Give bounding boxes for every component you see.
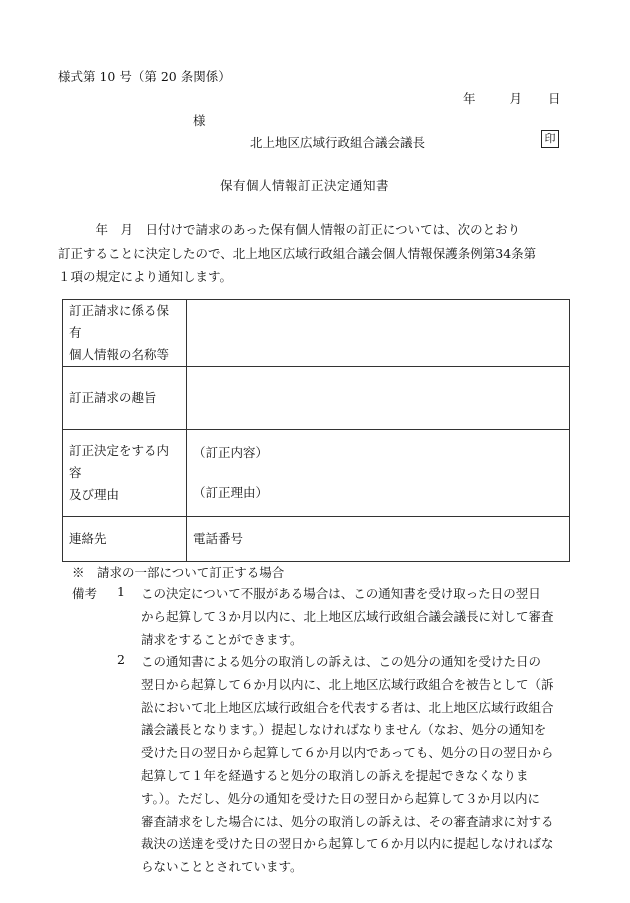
date-year: 年 (463, 91, 476, 106)
remark-item: この通知書による処分の取消しの訴えは、この処分の通知を受けた日の 翌日から起算して６か月以内に、北上地区広域行政組合を被告として（訴 訟において北上地区広域行政組合を代表する者は、北上地区広域行政組合 議会議長となります。）提起しなければなりません（なお、処分の通知を 受けた日の翌日から起算して６か月以内であっても、処分の日の翌日から 起算して１年を経過すると処分の取消しの訴えを提起できなくなりま す。）。ただし、処分の通知を受けた日の翌日から起算して３か月以内に 審査請求をした場合には、処分の取消しの訴えは、その審査請求に対する 裁決の送達を受けた日の翌日から起算して６か月以内に提起しなければな らないこととされています。 (141, 654, 554, 875)
intro-paragraph (58, 218, 576, 289)
row-label: 訂正決定をする内容 及び理由 (63, 430, 187, 517)
correction-reason-label: （訂正理由） (193, 485, 269, 500)
intro-line: １項の規定により通知します。 (58, 269, 233, 284)
row-value (187, 300, 570, 367)
intro-line: 年 月 日付けで請求のあった保有個人情報の訂正については、次のとおり (58, 222, 521, 237)
remark-item: この決定について不服がある場合は、この通知書を受け取った日の翌日 から起算して３か月以内に、北上地区広域行政組合議会議長に対して審査 請求をすることができます。 (141, 586, 554, 647)
partial-correction-note: ※ 請求の一部について訂正する場合 (72, 565, 285, 580)
sender-name: 北上地区広域行政組合議会議長 (250, 135, 426, 150)
remark-number: 1 (117, 584, 125, 599)
row-label: 連絡先 (63, 517, 187, 562)
date-day: 日 (548, 91, 561, 106)
seal-mark: 印 (541, 130, 559, 148)
row-value: 電話番号 (187, 517, 570, 562)
intro-line: 訂正することに決定したので、北上地区広域行政組合議会個人情報保護条例第34条第 (58, 245, 537, 261)
correction-content-label: （訂正内容） (193, 445, 269, 460)
date-month: 月 (509, 91, 523, 106)
table-row (63, 430, 570, 517)
table-row (63, 300, 570, 367)
table-row (63, 517, 570, 562)
row-value (187, 367, 570, 430)
date-line (463, 89, 561, 107)
addressee-suffix: 様 (193, 113, 206, 128)
document-title: 保有個人情報訂正決定通知書 (220, 178, 390, 193)
row-value (187, 430, 570, 517)
remarks-label: 備考 (72, 586, 98, 601)
row-label: 訂正請求に係る保有 個人情報の名称等 (63, 300, 187, 367)
row-label: 訂正請求の趣旨 (63, 367, 187, 430)
remark-number: 2 (117, 652, 125, 667)
form-number: 様式第 10 号（第 20 条関係） (58, 69, 231, 84)
table-row (63, 367, 570, 430)
info-table (62, 299, 570, 562)
